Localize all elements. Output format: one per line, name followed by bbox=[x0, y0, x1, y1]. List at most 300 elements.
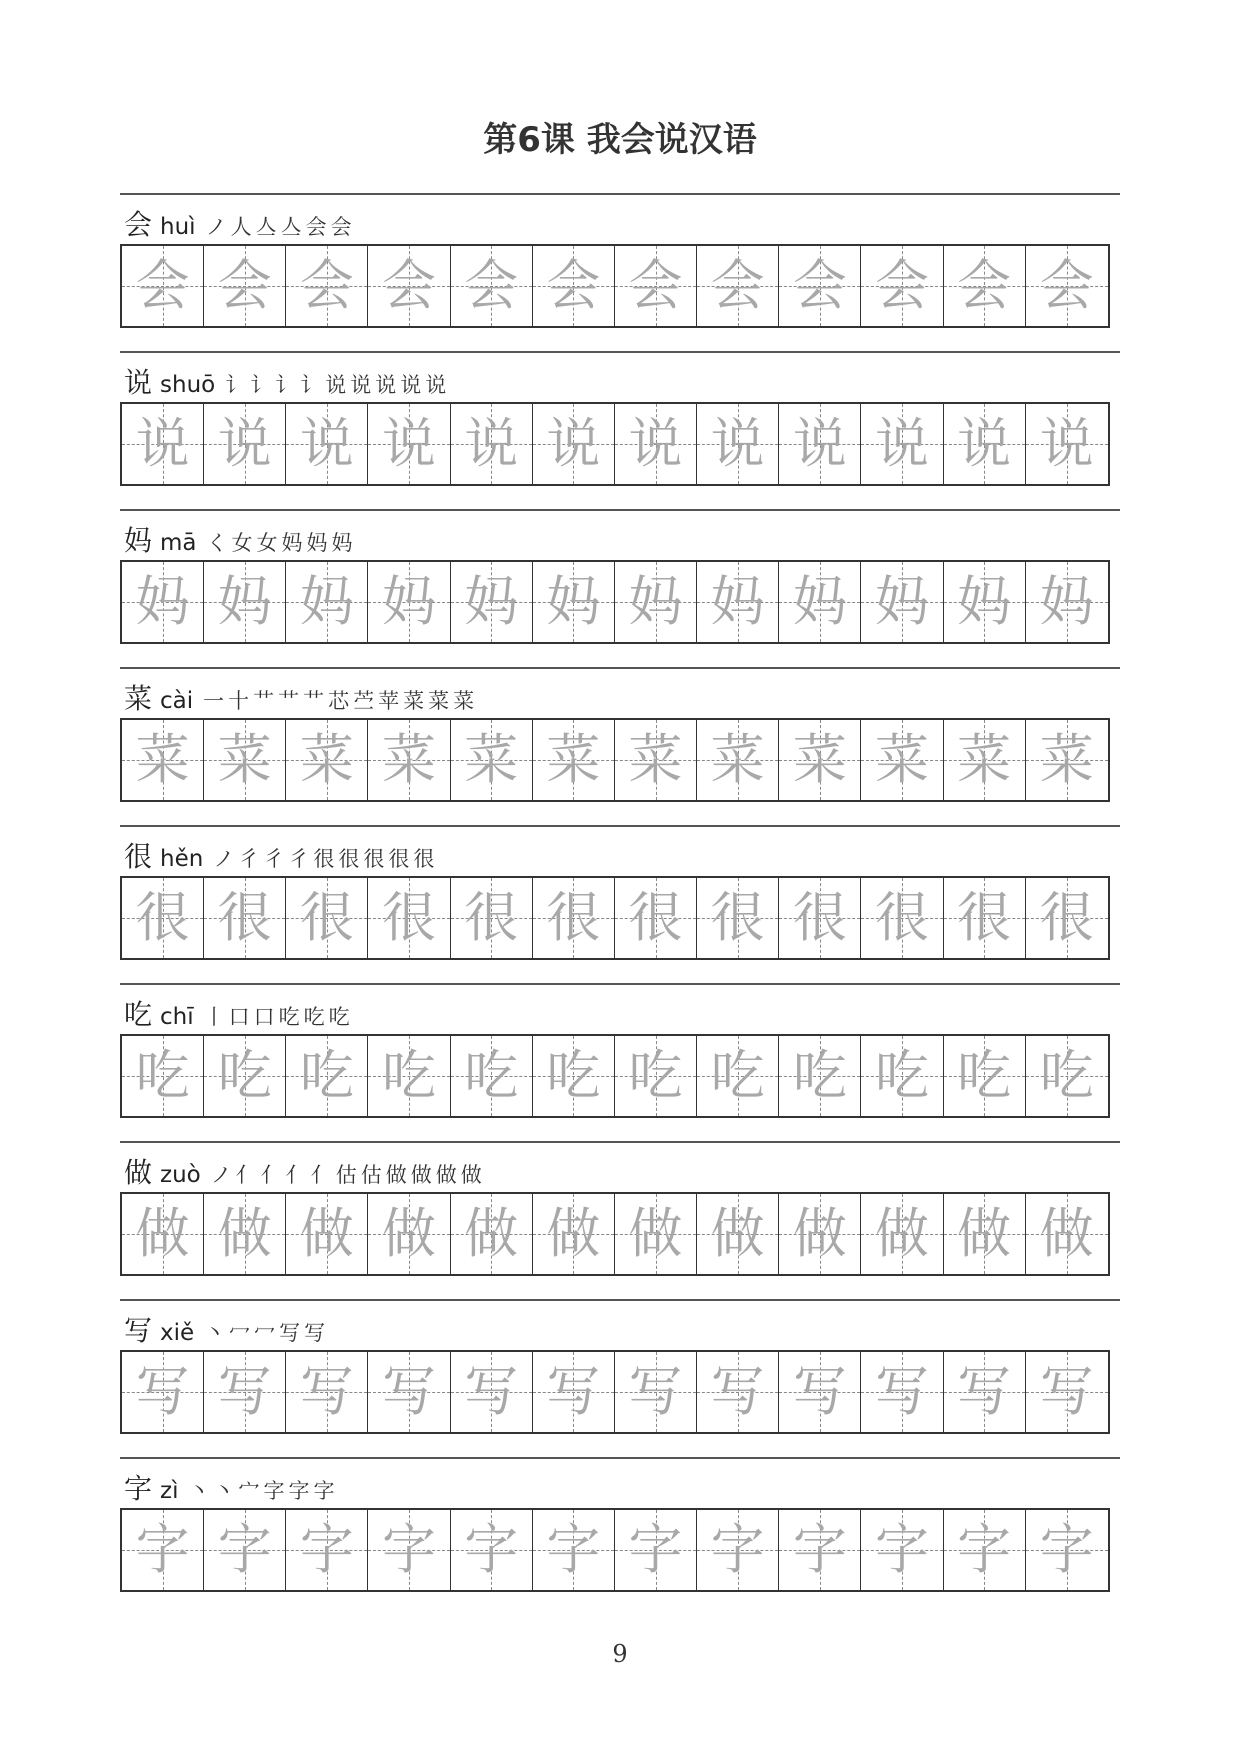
tracing-cell[interactable] bbox=[944, 1036, 1026, 1116]
tracing-cell[interactable] bbox=[697, 1036, 779, 1116]
stroke-step: 丶 bbox=[213, 1479, 239, 1503]
trace-character: 会 bbox=[464, 254, 519, 317]
trace-character: 妈 bbox=[299, 570, 354, 633]
tracing-grid bbox=[120, 1350, 1110, 1434]
tracing-cell[interactable] bbox=[615, 1352, 697, 1432]
trace-character: 说 bbox=[135, 412, 190, 475]
tracing-cell[interactable] bbox=[204, 878, 286, 958]
trace-character: 做 bbox=[464, 1202, 519, 1265]
heading-character: 菜 bbox=[124, 682, 153, 715]
tracing-cell[interactable] bbox=[615, 1510, 697, 1590]
stroke-step: 苎 bbox=[353, 689, 379, 713]
tracing-cell[interactable] bbox=[451, 720, 533, 800]
tracing-cell[interactable] bbox=[286, 1352, 368, 1432]
practice-section-7 bbox=[120, 1299, 1120, 1455]
stroke-step: 写 bbox=[304, 1321, 330, 1345]
stroke-step: 很 bbox=[363, 847, 389, 871]
stroke-step: 估 bbox=[335, 1163, 361, 1187]
tracing-cell[interactable] bbox=[944, 1352, 1026, 1432]
tracing-cell[interactable] bbox=[204, 246, 286, 326]
tracing-cell[interactable] bbox=[204, 1036, 286, 1116]
trace-character: 字 bbox=[957, 1518, 1012, 1581]
stroke-step: 菜 bbox=[453, 689, 479, 713]
tracing-cell[interactable] bbox=[368, 1352, 450, 1432]
stroke-step: 十 bbox=[228, 689, 254, 713]
stroke-step: 一 bbox=[203, 689, 229, 713]
tracing-cell[interactable] bbox=[779, 720, 861, 800]
trace-character: 字 bbox=[874, 1518, 929, 1581]
trace-character: 做 bbox=[1039, 1202, 1094, 1265]
trace-character: 字 bbox=[628, 1518, 683, 1581]
character-heading bbox=[124, 203, 356, 239]
pinyin: huì bbox=[160, 214, 196, 240]
trace-character: 吃 bbox=[874, 1044, 929, 1107]
trace-character: 字 bbox=[382, 1518, 437, 1581]
heading-character: 字 bbox=[124, 1472, 153, 1505]
tracing-cell[interactable] bbox=[122, 1352, 204, 1432]
stroke-step: 吃 bbox=[328, 1005, 354, 1029]
tracing-cell[interactable] bbox=[451, 1352, 533, 1432]
stroke-step: 说 bbox=[425, 373, 451, 397]
stroke-step: 亻 bbox=[310, 1163, 336, 1187]
tracing-cell[interactable] bbox=[1026, 1194, 1108, 1274]
stroke-step: 口 bbox=[253, 1005, 279, 1029]
stroke-step: 讠 bbox=[225, 373, 251, 397]
tracing-cell[interactable] bbox=[1026, 246, 1108, 326]
tracing-cell[interactable] bbox=[368, 246, 450, 326]
section-rule bbox=[120, 667, 1120, 669]
stroke-step: 做 bbox=[460, 1163, 486, 1187]
stroke-order bbox=[225, 369, 450, 399]
tracing-cell[interactable] bbox=[697, 720, 779, 800]
tracing-cell[interactable] bbox=[451, 1194, 533, 1274]
character-heading bbox=[124, 1467, 338, 1503]
trace-character: 会 bbox=[217, 254, 272, 317]
stroke-step: 妈 bbox=[281, 531, 307, 555]
stroke-step: 丶 bbox=[204, 1321, 230, 1345]
tracing-cell[interactable] bbox=[779, 1510, 861, 1590]
section-rule bbox=[120, 1299, 1120, 1301]
tracing-cell[interactable] bbox=[533, 1194, 615, 1274]
tracing-cell[interactable] bbox=[779, 1036, 861, 1116]
stroke-step: 宀 bbox=[238, 1479, 264, 1503]
stroke-step: 艹 bbox=[278, 689, 304, 713]
tracing-cell[interactable] bbox=[122, 1510, 204, 1590]
tracing-cell[interactable] bbox=[204, 1194, 286, 1274]
trace-character: 写 bbox=[1039, 1360, 1094, 1423]
trace-character: 妈 bbox=[464, 570, 519, 633]
trace-character: 妈 bbox=[546, 570, 601, 633]
tracing-cell[interactable] bbox=[1026, 1352, 1108, 1432]
tracing-cell[interactable] bbox=[204, 562, 286, 642]
trace-character: 做 bbox=[957, 1202, 1012, 1265]
tracing-cell[interactable] bbox=[944, 404, 1026, 484]
trace-character: 说 bbox=[957, 412, 1012, 475]
section-rule bbox=[120, 351, 1120, 353]
tracing-cell[interactable] bbox=[533, 404, 615, 484]
trace-character: 做 bbox=[874, 1202, 929, 1265]
trace-character: 会 bbox=[874, 254, 929, 317]
tracing-cell[interactable] bbox=[779, 1194, 861, 1274]
stroke-order bbox=[213, 843, 438, 873]
trace-character: 吃 bbox=[382, 1044, 437, 1107]
tracing-cell[interactable] bbox=[286, 246, 368, 326]
tracing-cell[interactable] bbox=[944, 1194, 1026, 1274]
tracing-cell[interactable] bbox=[697, 1510, 779, 1590]
stroke-step: 妈 bbox=[331, 531, 357, 555]
trace-character: 写 bbox=[135, 1360, 190, 1423]
tracing-cell[interactable] bbox=[861, 1352, 943, 1432]
stroke-step: 吃 bbox=[303, 1005, 329, 1029]
trace-character: 菜 bbox=[957, 728, 1012, 791]
character-heading bbox=[124, 519, 357, 555]
trace-character: 写 bbox=[382, 1360, 437, 1423]
tracing-cell[interactable] bbox=[697, 1194, 779, 1274]
trace-character: 写 bbox=[546, 1360, 601, 1423]
trace-character: 菜 bbox=[710, 728, 765, 791]
tracing-cell[interactable] bbox=[861, 1510, 943, 1590]
stroke-step: 会 bbox=[305, 215, 331, 239]
trace-character: 会 bbox=[628, 254, 683, 317]
tracing-cell[interactable] bbox=[368, 720, 450, 800]
tracing-cell[interactable] bbox=[615, 246, 697, 326]
stroke-step: 说 bbox=[325, 373, 351, 397]
trace-character: 吃 bbox=[710, 1044, 765, 1107]
pinyin: zì bbox=[160, 1478, 179, 1504]
stroke-step: 写 bbox=[279, 1321, 305, 1345]
tracing-cell[interactable] bbox=[286, 720, 368, 800]
trace-character: 妈 bbox=[874, 570, 929, 633]
stroke-step: 亻 bbox=[235, 1163, 261, 1187]
stroke-step: ノ bbox=[210, 1163, 236, 1187]
tracing-cell[interactable] bbox=[451, 562, 533, 642]
lesson-title: 第6课 我会说汉语 bbox=[483, 120, 757, 160]
tracing-cell[interactable] bbox=[533, 562, 615, 642]
trace-character: 字 bbox=[792, 1518, 847, 1581]
tracing-cell[interactable] bbox=[779, 1352, 861, 1432]
tracing-cell[interactable] bbox=[861, 1194, 943, 1274]
trace-character: 菜 bbox=[628, 728, 683, 791]
tracing-cell[interactable] bbox=[286, 404, 368, 484]
tracing-cell[interactable] bbox=[697, 562, 779, 642]
stroke-step: 字 bbox=[288, 1479, 314, 1503]
trace-character: 做 bbox=[546, 1202, 601, 1265]
trace-character: 很 bbox=[382, 886, 437, 949]
tracing-cell[interactable] bbox=[615, 1194, 697, 1274]
trace-character: 写 bbox=[957, 1360, 1012, 1423]
tracing-cell[interactable] bbox=[944, 720, 1026, 800]
practice-section-5 bbox=[120, 983, 1120, 1139]
section-rule bbox=[120, 193, 1120, 195]
trace-character: 说 bbox=[382, 412, 437, 475]
stroke-step: 很 bbox=[413, 847, 439, 871]
trace-character: 吃 bbox=[299, 1044, 354, 1107]
stroke-step: 说 bbox=[400, 373, 426, 397]
heading-character: 会 bbox=[124, 208, 153, 241]
trace-character: 妈 bbox=[1039, 570, 1094, 633]
pinyin: chī bbox=[160, 1004, 194, 1030]
tracing-cell[interactable] bbox=[122, 878, 204, 958]
trace-character: 说 bbox=[299, 412, 354, 475]
tracing-grid bbox=[120, 560, 1110, 644]
tracing-cell[interactable] bbox=[861, 720, 943, 800]
stroke-step: 亼 bbox=[280, 215, 306, 239]
trace-character: 说 bbox=[1039, 412, 1094, 475]
trace-character: 字 bbox=[135, 1518, 190, 1581]
pinyin: cài bbox=[160, 688, 194, 714]
trace-character: 妈 bbox=[217, 570, 272, 633]
trace-character: 吃 bbox=[217, 1044, 272, 1107]
stroke-step: く bbox=[206, 531, 232, 555]
tracing-cell[interactable] bbox=[204, 1352, 286, 1432]
trace-character: 妈 bbox=[628, 570, 683, 633]
stroke-order bbox=[206, 211, 356, 241]
tracing-cell[interactable] bbox=[368, 878, 450, 958]
tracing-cell[interactable] bbox=[204, 404, 286, 484]
tracing-cell[interactable] bbox=[204, 720, 286, 800]
stroke-step: 讠 bbox=[250, 373, 276, 397]
tracing-cell[interactable] bbox=[1026, 404, 1108, 484]
tracing-cell[interactable] bbox=[204, 1510, 286, 1590]
trace-character: 做 bbox=[135, 1202, 190, 1265]
pinyin: mā bbox=[160, 530, 197, 556]
trace-character: 很 bbox=[217, 886, 272, 949]
trace-character: 吃 bbox=[628, 1044, 683, 1107]
tracing-cell[interactable] bbox=[533, 720, 615, 800]
tracing-cell[interactable] bbox=[451, 404, 533, 484]
tracing-cell[interactable] bbox=[697, 404, 779, 484]
section-rule bbox=[120, 509, 1120, 511]
section-rule bbox=[120, 983, 1120, 985]
trace-character: 菜 bbox=[299, 728, 354, 791]
tracing-cell[interactable] bbox=[944, 1510, 1026, 1590]
tracing-cell[interactable] bbox=[615, 1036, 697, 1116]
trace-character: 菜 bbox=[1039, 728, 1094, 791]
trace-character: 说 bbox=[874, 412, 929, 475]
trace-character: 字 bbox=[464, 1518, 519, 1581]
character-heading bbox=[124, 1151, 486, 1187]
tracing-cell[interactable] bbox=[122, 720, 204, 800]
stroke-order bbox=[204, 1001, 354, 1031]
trace-character: 菜 bbox=[546, 728, 601, 791]
trace-character: 写 bbox=[299, 1360, 354, 1423]
trace-character: 菜 bbox=[217, 728, 272, 791]
practice-section-8 bbox=[120, 1457, 1120, 1613]
trace-character: 菜 bbox=[135, 728, 190, 791]
trace-character: 很 bbox=[1039, 886, 1094, 949]
trace-character: 很 bbox=[710, 886, 765, 949]
tracing-cell[interactable] bbox=[615, 404, 697, 484]
stroke-step: 亻 bbox=[260, 1163, 286, 1187]
tracing-cell[interactable] bbox=[615, 720, 697, 800]
stroke-step: 苹 bbox=[378, 689, 404, 713]
stroke-step: 亼 bbox=[255, 215, 281, 239]
heading-character: 很 bbox=[124, 840, 153, 873]
trace-character: 字 bbox=[546, 1518, 601, 1581]
stroke-order bbox=[203, 685, 478, 715]
tracing-cell[interactable] bbox=[122, 246, 204, 326]
tracing-cell[interactable] bbox=[533, 878, 615, 958]
character-heading bbox=[124, 835, 438, 871]
practice-section-4 bbox=[120, 825, 1120, 981]
stroke-step: 估 bbox=[360, 1163, 386, 1187]
stroke-step: 讠 bbox=[300, 373, 326, 397]
tracing-cell[interactable] bbox=[1026, 562, 1108, 642]
tracing-cell[interactable] bbox=[861, 404, 943, 484]
tracing-cell[interactable] bbox=[286, 878, 368, 958]
trace-character: 吃 bbox=[546, 1044, 601, 1107]
trace-character: 会 bbox=[135, 254, 190, 317]
stroke-step: ノ bbox=[205, 215, 231, 239]
trace-character: 很 bbox=[546, 886, 601, 949]
page-number: 9 bbox=[612, 1640, 628, 1668]
trace-character: 会 bbox=[382, 254, 437, 317]
trace-character: 很 bbox=[628, 886, 683, 949]
practice-section-0 bbox=[120, 193, 1120, 349]
tracing-cell[interactable] bbox=[451, 878, 533, 958]
tracing-cell[interactable] bbox=[533, 1510, 615, 1590]
tracing-cell[interactable] bbox=[697, 246, 779, 326]
tracing-cell[interactable] bbox=[451, 1510, 533, 1590]
trace-character: 字 bbox=[217, 1518, 272, 1581]
stroke-step: 会 bbox=[330, 215, 356, 239]
trace-character: 很 bbox=[299, 886, 354, 949]
tracing-cell[interactable] bbox=[1026, 1510, 1108, 1590]
tracing-cell[interactable] bbox=[861, 562, 943, 642]
trace-character: 会 bbox=[299, 254, 354, 317]
trace-character: 做 bbox=[628, 1202, 683, 1265]
trace-character: 很 bbox=[464, 886, 519, 949]
tracing-cell[interactable] bbox=[122, 1194, 204, 1274]
trace-character: 说 bbox=[464, 412, 519, 475]
heading-character: 写 bbox=[124, 1314, 153, 1347]
tracing-cell[interactable] bbox=[779, 404, 861, 484]
stroke-step: 丨 bbox=[203, 1005, 229, 1029]
tracing-cell[interactable] bbox=[861, 878, 943, 958]
tracing-cell[interactable] bbox=[779, 246, 861, 326]
tracing-cell[interactable] bbox=[1026, 720, 1108, 800]
stroke-step: 说 bbox=[350, 373, 376, 397]
tracing-cell[interactable] bbox=[1026, 878, 1108, 958]
tracing-cell[interactable] bbox=[615, 878, 697, 958]
trace-character: 妈 bbox=[957, 570, 1012, 633]
trace-character: 很 bbox=[135, 886, 190, 949]
trace-character: 妈 bbox=[792, 570, 847, 633]
tracing-cell[interactable] bbox=[944, 878, 1026, 958]
trace-character: 字 bbox=[299, 1518, 354, 1581]
tracing-cell[interactable] bbox=[286, 1510, 368, 1590]
tracing-cell[interactable] bbox=[779, 878, 861, 958]
trace-character: 很 bbox=[874, 886, 929, 949]
tracing-cell[interactable] bbox=[697, 878, 779, 958]
pinyin: hěn bbox=[160, 846, 204, 872]
stroke-step: 做 bbox=[435, 1163, 461, 1187]
stroke-step: 字 bbox=[313, 1479, 339, 1503]
tracing-grid bbox=[120, 718, 1110, 802]
tracing-cell[interactable] bbox=[368, 404, 450, 484]
trace-character: 很 bbox=[792, 886, 847, 949]
tracing-cell[interactable] bbox=[368, 562, 450, 642]
stroke-step: 芯 bbox=[328, 689, 354, 713]
trace-character: 做 bbox=[299, 1202, 354, 1265]
trace-character: 写 bbox=[217, 1360, 272, 1423]
trace-character: 会 bbox=[546, 254, 601, 317]
stroke-step: 亻 bbox=[285, 1163, 311, 1187]
stroke-step: 艹 bbox=[303, 689, 329, 713]
tracing-cell[interactable] bbox=[451, 246, 533, 326]
trace-character: 写 bbox=[792, 1360, 847, 1423]
trace-character: 写 bbox=[464, 1360, 519, 1423]
tracing-cell[interactable] bbox=[122, 404, 204, 484]
tracing-cell[interactable] bbox=[368, 1194, 450, 1274]
section-rule bbox=[120, 825, 1120, 827]
stroke-step: 吃 bbox=[278, 1005, 304, 1029]
trace-character: 写 bbox=[874, 1360, 929, 1423]
stroke-step: 妈 bbox=[306, 531, 332, 555]
tracing-cell[interactable] bbox=[122, 562, 204, 642]
trace-character: 妈 bbox=[135, 570, 190, 633]
tracing-grid bbox=[120, 1034, 1110, 1118]
trace-character: 妈 bbox=[710, 570, 765, 633]
tracing-cell[interactable] bbox=[944, 246, 1026, 326]
stroke-step: 冖 bbox=[229, 1321, 255, 1345]
tracing-cell[interactable] bbox=[533, 1352, 615, 1432]
stroke-step: 做 bbox=[410, 1163, 436, 1187]
tracing-grid bbox=[120, 1508, 1110, 1592]
tracing-cell[interactable] bbox=[944, 562, 1026, 642]
tracing-cell[interactable] bbox=[1026, 1036, 1108, 1116]
trace-character: 会 bbox=[792, 254, 847, 317]
stroke-step: ノ bbox=[213, 847, 239, 871]
stroke-order bbox=[204, 1317, 329, 1347]
tracing-cell[interactable] bbox=[697, 1352, 779, 1432]
stroke-step: 艹 bbox=[253, 689, 279, 713]
tracing-cell[interactable] bbox=[286, 562, 368, 642]
tracing-grid bbox=[120, 402, 1110, 486]
tracing-grid bbox=[120, 1192, 1110, 1276]
tracing-cell[interactable] bbox=[368, 1510, 450, 1590]
tracing-cell[interactable] bbox=[286, 1036, 368, 1116]
stroke-step: 说 bbox=[375, 373, 401, 397]
stroke-step: 彳 bbox=[288, 847, 314, 871]
stroke-step: 彳 bbox=[263, 847, 289, 871]
stroke-step: 做 bbox=[385, 1163, 411, 1187]
trace-character: 菜 bbox=[382, 728, 437, 791]
tracing-cell[interactable] bbox=[286, 1194, 368, 1274]
trace-character: 吃 bbox=[792, 1044, 847, 1107]
stroke-step: 丶 bbox=[188, 1479, 214, 1503]
tracing-cell[interactable] bbox=[451, 1036, 533, 1116]
stroke-step: 人 bbox=[230, 215, 256, 239]
trace-character: 吃 bbox=[464, 1044, 519, 1107]
pinyin: zuò bbox=[160, 1162, 201, 1188]
tracing-cell[interactable] bbox=[779, 562, 861, 642]
tracing-cell[interactable] bbox=[122, 1036, 204, 1116]
stroke-step: 很 bbox=[338, 847, 364, 871]
stroke-step: 菜 bbox=[428, 689, 454, 713]
practice-section-1 bbox=[120, 351, 1120, 507]
tracing-cell[interactable] bbox=[861, 246, 943, 326]
tracing-cell[interactable] bbox=[368, 1036, 450, 1116]
stroke-step: 菜 bbox=[403, 689, 429, 713]
tracing-cell[interactable] bbox=[533, 1036, 615, 1116]
tracing-cell[interactable] bbox=[861, 1036, 943, 1116]
trace-character: 菜 bbox=[464, 728, 519, 791]
tracing-cell[interactable] bbox=[533, 246, 615, 326]
trace-character: 说 bbox=[710, 412, 765, 475]
tracing-cell[interactable] bbox=[615, 562, 697, 642]
trace-character: 菜 bbox=[874, 728, 929, 791]
